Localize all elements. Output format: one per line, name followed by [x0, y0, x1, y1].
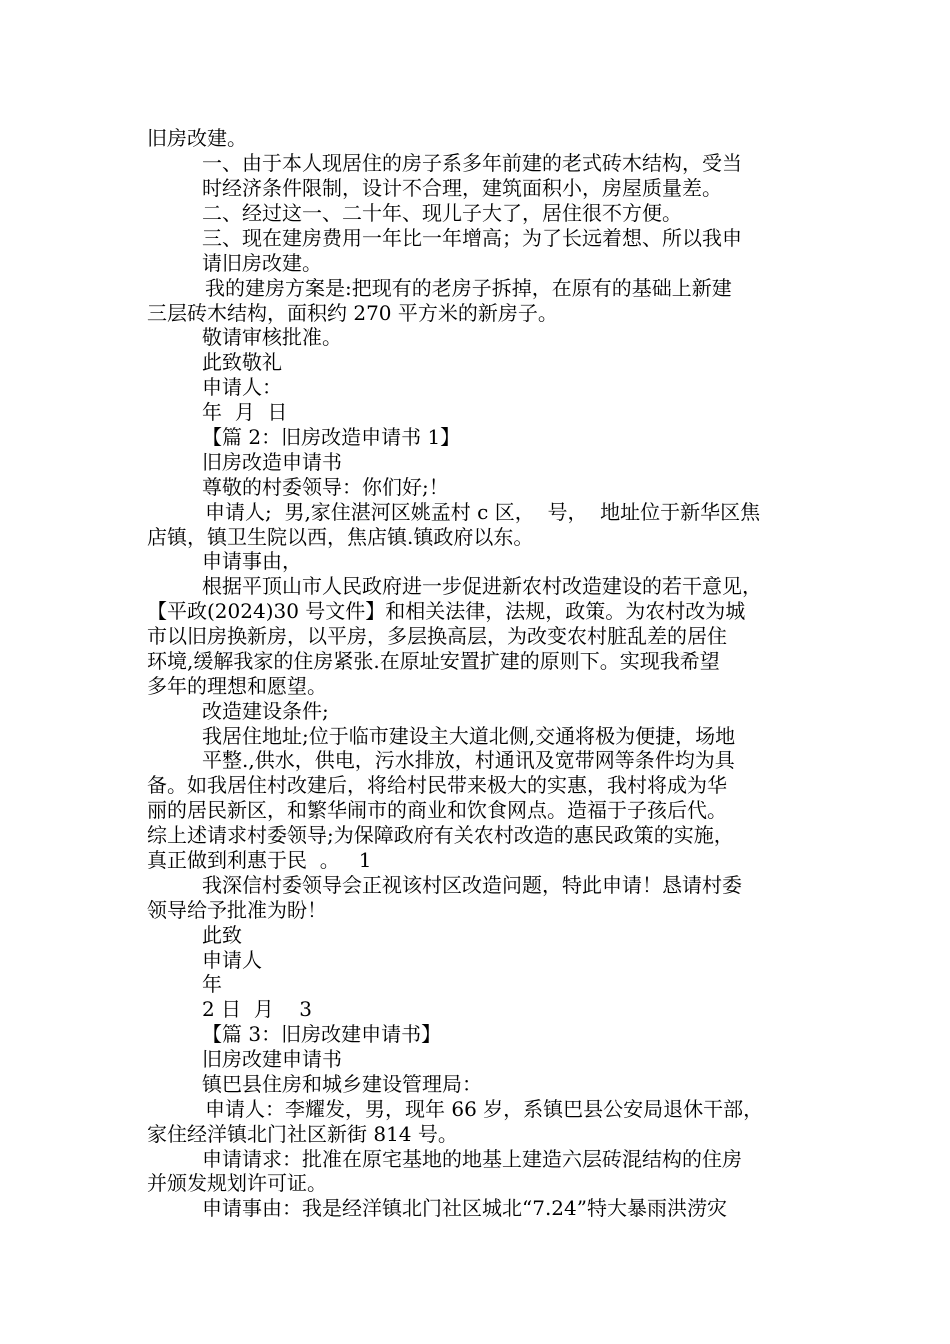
text-line: 此致	[202, 923, 242, 947]
text-line: 多年的理想和愿望。	[147, 674, 327, 698]
text-line: 旧房改造申请书	[202, 450, 342, 474]
text-line: 环境,缓解我家的住房紧张.在原址安置扩建的原则下。实现我希望	[147, 649, 720, 673]
text-line: 并颁发规划许可证。	[147, 1171, 327, 1195]
text-line: 领导给予批准为盼！	[147, 898, 327, 922]
text-line: 一、由于本人现居住的房子系多年前建的老式砖木结构，受当	[202, 151, 742, 175]
text-line: 2 日 月 3	[202, 997, 312, 1021]
text-line: 申请人; 男,家住湛河区姚孟村 c 区， 号， 地址位于新华区焦	[205, 500, 761, 524]
text-line: 综上述请求村委领导;为保障政府有关农村改造的惠民政策的实施，	[147, 823, 734, 847]
text-line: 年 月 日	[202, 400, 288, 424]
text-line: 丽的居民新区，和繁华闹市的商业和饮食网点。造福于子孩后代。	[147, 798, 727, 822]
text-line: 三层砖木结构，面积约 270 平方米的新房子。	[147, 301, 558, 325]
text-line: 根据平顶山市人民政府进一步促进新农村改造建设的若干意见，	[202, 574, 762, 598]
text-line: 店镇，镇卫生院以西，焦店镇.镇政府以东。	[147, 525, 534, 549]
text-line: 旧房改建申请书	[202, 1047, 342, 1071]
text-line: 旧房改建。	[147, 126, 247, 150]
text-line: 真正做到利惠于民 。 1	[147, 848, 372, 872]
text-line: 平整.,供水，供电，污水排放，村通讯及宽带网等条件均为具	[202, 748, 735, 772]
text-line: 申请人	[202, 948, 262, 972]
text-line: 市以旧房换新房，以平房，多层换高层，为改变农村脏乱差的居住	[147, 624, 727, 648]
text-line: 备。如我居住村改建后，将给村民带来极大的实惠，我村将成为华	[147, 773, 727, 797]
text-line: 请旧房改建。	[202, 251, 322, 275]
text-line: 申请事由，	[202, 549, 302, 573]
text-line: 时经济条件限制，设计不合理，建筑面积小，房屋质量差。	[202, 176, 722, 200]
section-heading: 【篇 2：旧房改造申请书 1】	[202, 425, 461, 449]
text-line: 敬请审核批准。	[202, 325, 342, 349]
text-line: 我的建房方案是:把现有的老房子拆掉，在原有的基础上新建	[205, 276, 732, 300]
text-line: 尊敬的村委领导：你们好;！	[202, 475, 449, 499]
text-line: 申请人：李耀发，男，现年 66 岁，系镇巴县公安局退休干部，	[205, 1097, 764, 1121]
text-line: 我深信村委领导会正视该村区改造问题，特此申请！恳请村委	[202, 873, 742, 897]
text-line: 三、现在建房费用一年比一年增高；为了长远着想、所以我申	[202, 226, 742, 250]
section-heading: 【篇 3：旧房改建申请书】	[202, 1022, 442, 1046]
text-line: 镇巴县住房和城乡建设管理局：	[202, 1072, 482, 1096]
text-line: 改造建设条件;	[202, 699, 329, 723]
text-line: 二、经过这一、二十年、现儿子大了，居住很不方便。	[202, 201, 682, 225]
text-line: 申请人：	[202, 375, 282, 399]
text-line: 申请事由：我是经洋镇北门社区城北“7.24”特大暴雨洪涝灾	[202, 1196, 727, 1220]
text-line: 申请请求：批准在原宅基地的地基上建造六层砖混结构的住房	[202, 1147, 742, 1171]
text-line: 年	[202, 972, 222, 996]
text-line: 我居住地址;位于临市建设主大道北侧,交通将极为便捷，场地	[202, 724, 736, 748]
text-line: 【平政(2024)30 号文件】和相关法律，法规，政策。为农村改为城	[147, 599, 746, 623]
text-line: 此致敬礼	[202, 350, 282, 374]
text-line: 家住经洋镇北门社区新街 814 号。	[147, 1122, 458, 1146]
